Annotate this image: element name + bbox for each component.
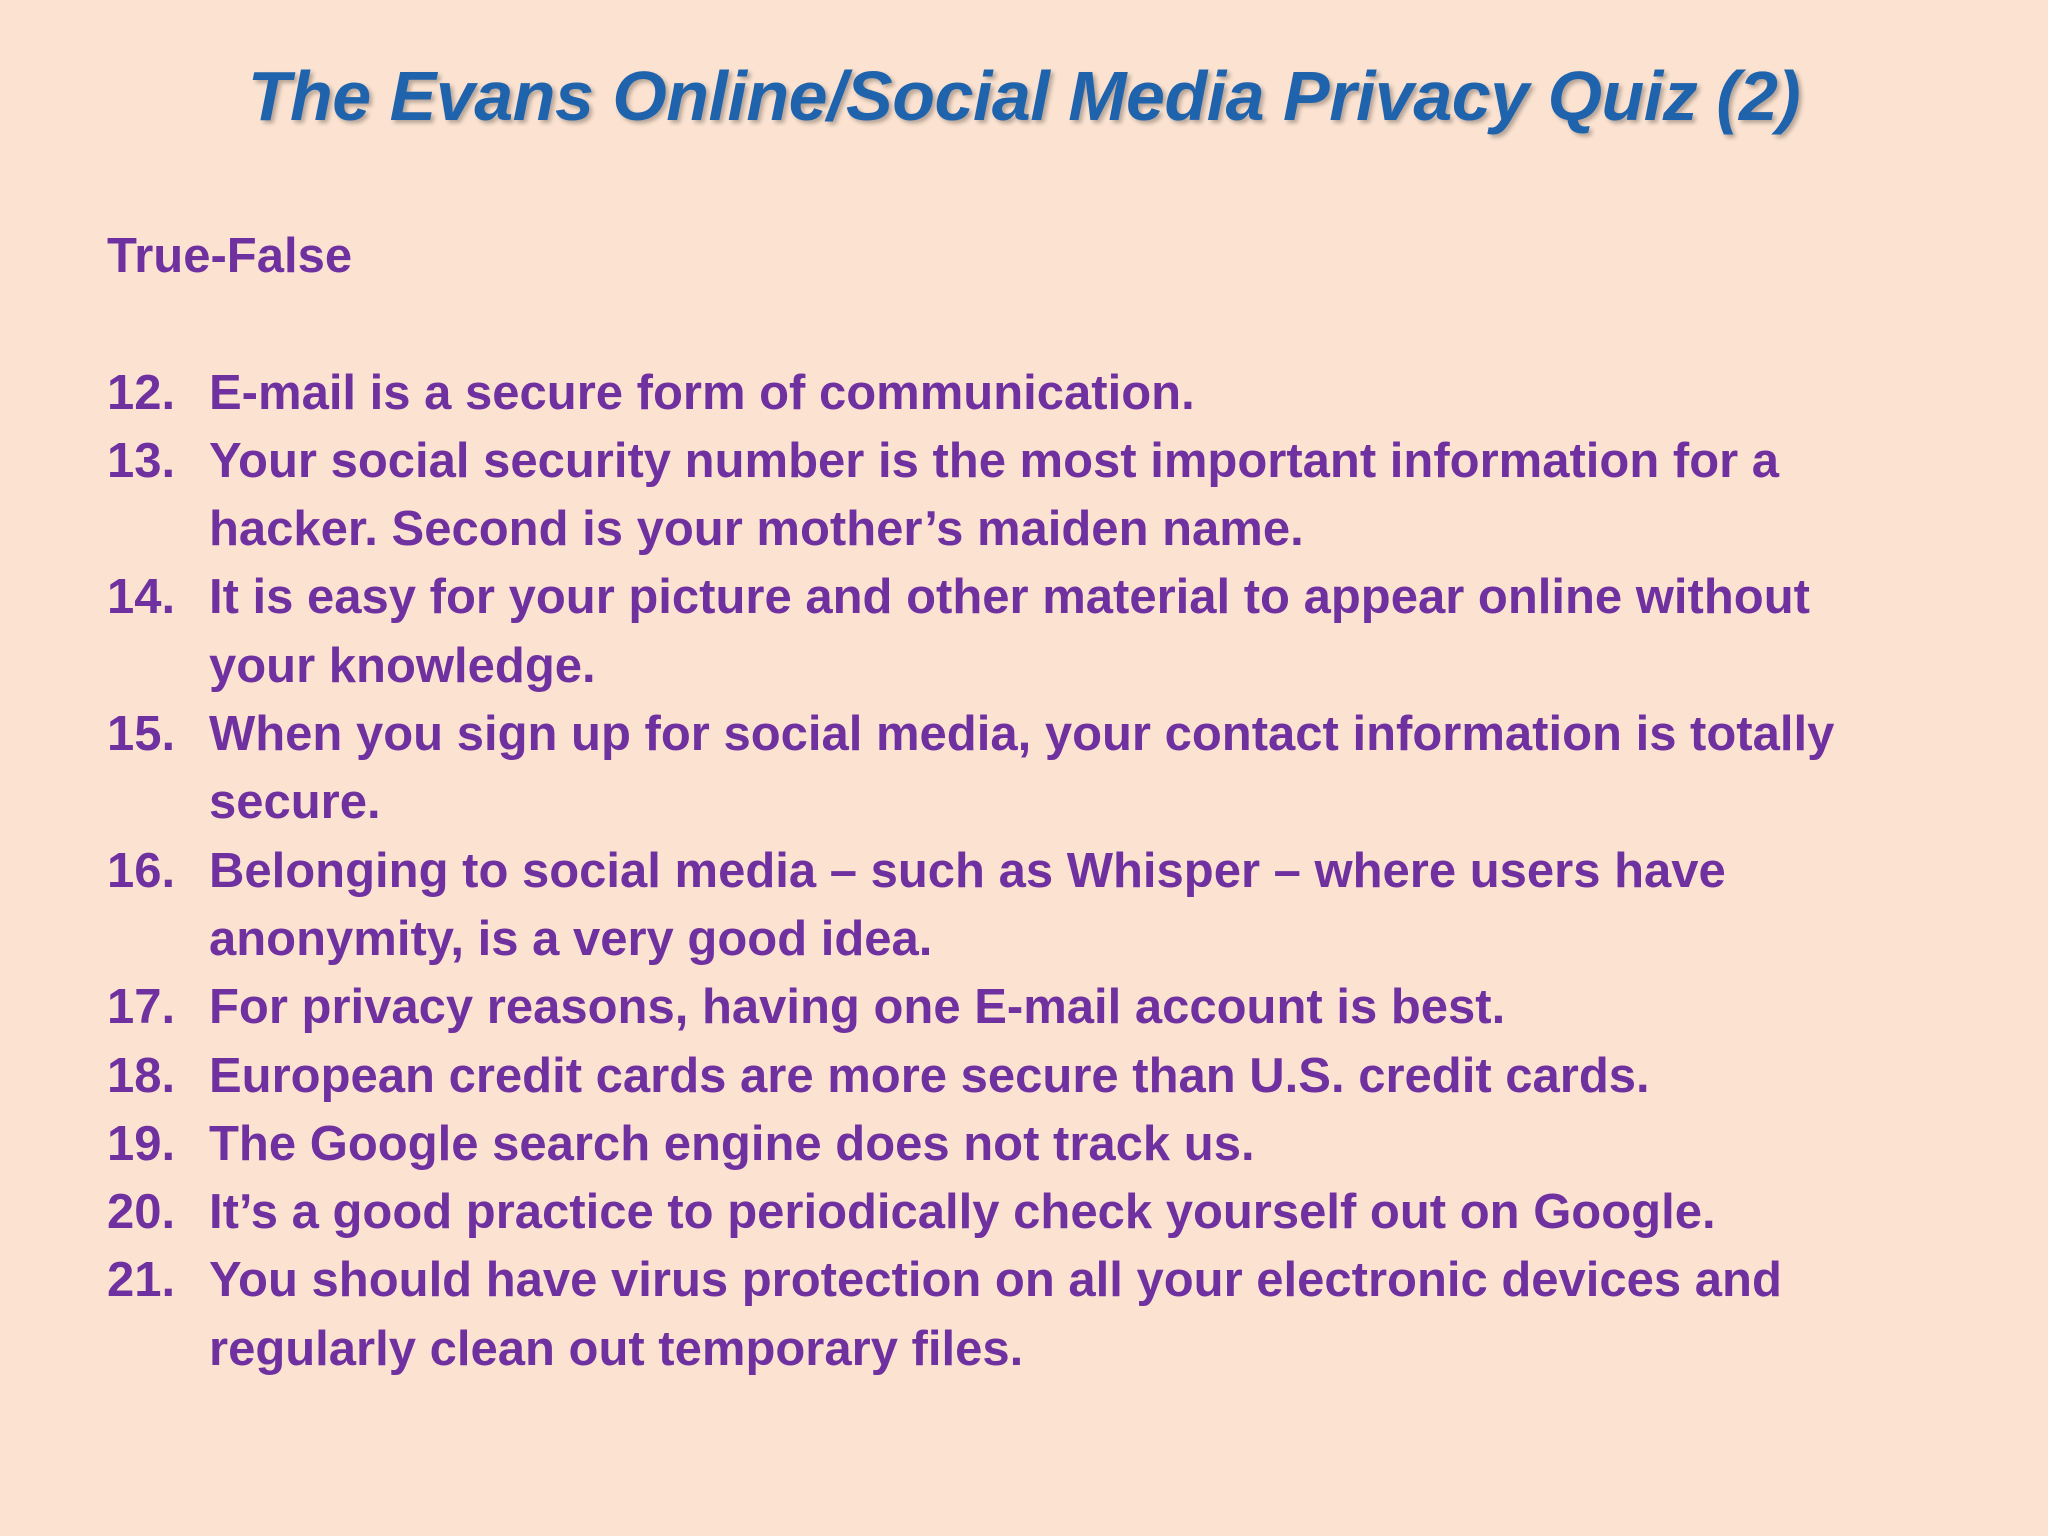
question-number: 19. [107, 1116, 176, 1171]
question-list [107, 359, 1947, 1383]
question-text: Belonging to social media – such as Whisper – where users have anonymity, is a very good idea. [209, 843, 1726, 966]
question-number: 12. [107, 365, 176, 420]
question-item [107, 1178, 1947, 1246]
question-number: 20. [107, 1185, 176, 1240]
question-number: 16. [107, 843, 176, 898]
question-number: 14. [107, 570, 176, 625]
question-item [107, 1110, 1947, 1178]
question-text: It is easy for your picture and other material to appear online without your knowledge. [209, 570, 1810, 693]
question-text: You should have virus protection on all your electronic devices and regularly clean out temporary files. [209, 1253, 1782, 1376]
question-text: E-mail is a secure form of communication. [209, 365, 1195, 420]
question-text: Your social security number is the most important information for a hacker. Second is your mother’s maiden name. [209, 433, 1780, 557]
section-label: True-False [107, 229, 353, 283]
question-text: It’s a good practice to periodically check yourself out on Google. [209, 1185, 1716, 1240]
question-item [107, 563, 1947, 700]
question-text: When you sign up for social media, your contact information is totally secure. [209, 707, 1835, 830]
question-text: For privacy reasons, having one E-mail account is best. [209, 980, 1506, 1035]
slide-title: The Evans Online/Social Media Privacy Quiz (2) [247, 57, 1801, 135]
question-item [107, 1246, 1947, 1383]
question-number: 21. [107, 1253, 176, 1308]
question-text: European credit cards are more secure than U.S. credit cards. [209, 1048, 1650, 1103]
question-number: 13. [107, 433, 176, 488]
question-number: 18. [107, 1048, 176, 1103]
question-item [107, 359, 1947, 427]
question-item [107, 700, 1947, 837]
question-item [107, 427, 1947, 564]
question-text: The Google search engine does not track us. [209, 1116, 1255, 1171]
question-number: 15. [107, 707, 176, 762]
question-number: 17. [107, 980, 176, 1035]
question-item [107, 1042, 1947, 1110]
question-item [107, 837, 1947, 974]
question-item [107, 973, 1947, 1041]
slide-body [107, 222, 1947, 1383]
